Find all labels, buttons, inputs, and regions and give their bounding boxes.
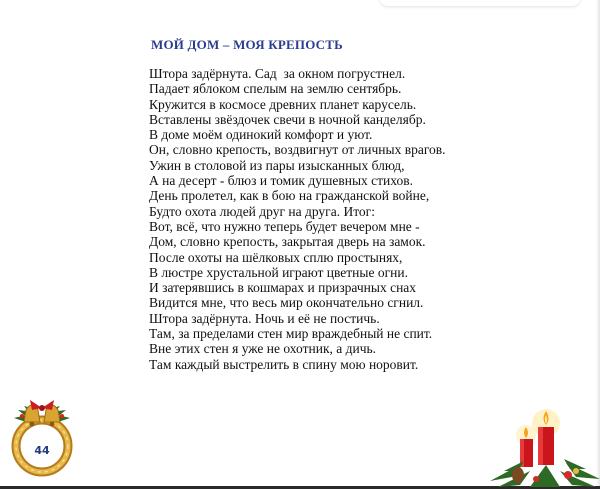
poem-line: Будто охота людей друг на друга. Итог: (149, 203, 375, 219)
poem-line: Вставлены звёздочек свечи в ночной канделябр. (149, 111, 426, 127)
poem-line: Падает яблоком спелым на землю сентябрь. (149, 81, 402, 97)
poem-line: Дом, словно крепость, закрытая дверь на замок. (149, 234, 426, 250)
poem-line: А на десерт - блюз и томик душевных стихов. (149, 173, 414, 189)
poem-line: В доме моём одинокий комфорт и уют. (149, 127, 373, 143)
page-number: 44 (34, 444, 50, 457)
poem-text (149, 66, 569, 372)
christmas-wreath-bells-icon (4, 396, 80, 480)
christmas-candles-icon (490, 405, 600, 487)
poem-line: Вот, всё, что нужно теперь будет вечером мне - (149, 218, 420, 234)
poem-line: Он, словно крепость, воздвигнут от личных врагов. (149, 142, 446, 158)
poem-line: Ужин в столовой из пары изысканных блюд, (149, 157, 405, 173)
poem-line: День пролетел, как в бою на гражданской войне, (149, 188, 430, 204)
poem-line: Штора задёрнута. Ночь и её не постичь. (149, 310, 380, 326)
poem-line: Вне этих стен я уже не охотник, а дичь. (149, 341, 377, 357)
poem-line: Видится мне, что весь мир окончательно сгнил. (149, 295, 424, 311)
poem-line: В люстре хрустальной играют цветные огни. (149, 264, 408, 280)
top-tab-decoration (380, 0, 580, 6)
poem-line: После охоты на шёлковых сплю простынях, (149, 249, 403, 265)
poem-title: МОЙ ДОМ – МОЯ КРЕПОСТЬ (151, 37, 343, 52)
poem-line: Штора задёрнута. Сад за окном погрустнел. (149, 66, 406, 81)
poem-line: Там, за пределами стен мир враждебный не спит. (149, 326, 433, 342)
poem-line: Кружится в космосе древних планет карусель. (149, 96, 417, 112)
poem-line: Там каждый выстрелить в спину мою норовит. (149, 356, 419, 372)
poem-line: И затерявшись в кошмарах и призрачных снах (149, 280, 417, 296)
